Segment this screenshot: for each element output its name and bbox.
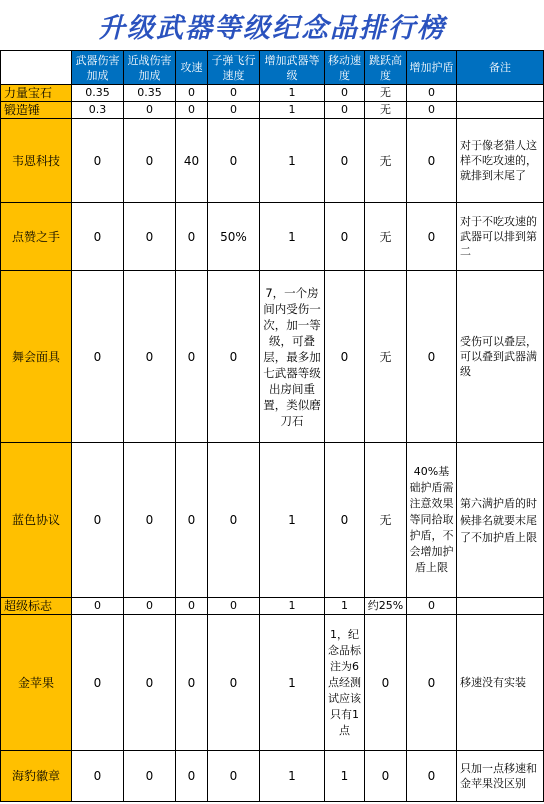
melee-damage-cell: 0 — [124, 598, 176, 615]
row-name: 金苹果 — [1, 615, 72, 751]
move-speed-cell: 0 — [325, 203, 365, 271]
move-speed-cell: 0 — [325, 85, 365, 102]
table-row — [1, 443, 544, 598]
bullet-speed-cell: 0 — [208, 615, 260, 751]
table-row — [1, 615, 544, 751]
move-speed-cell: 0 — [325, 102, 365, 119]
jump-height-cell: 0 — [365, 615, 407, 751]
weapon-damage-cell: 0.3 — [72, 102, 124, 119]
jump-height-cell: 无 — [365, 203, 407, 271]
attack-speed-cell: 0 — [176, 751, 208, 802]
note-cell: 移速没有实装 — [457, 615, 544, 751]
jump-height-cell: 无 — [365, 443, 407, 598]
move-speed-cell: 0 — [325, 443, 365, 598]
note-cell — [457, 102, 544, 119]
jump-height-cell: 无 — [365, 271, 407, 443]
melee-damage-cell: 0 — [124, 102, 176, 119]
attack-speed-cell: 0 — [176, 85, 208, 102]
row-name: 力量宝石 — [1, 85, 72, 102]
shield-cell: 0 — [407, 102, 457, 119]
jump-height-cell: 约25% — [365, 598, 407, 615]
bullet-speed-cell: 0 — [208, 102, 260, 119]
row-name: 超级标志 — [1, 598, 72, 615]
bullet-speed-cell: 0 — [208, 443, 260, 598]
weapon-level-cell: 1 — [260, 203, 325, 271]
weapon-damage-cell: 0 — [72, 443, 124, 598]
col-header-bullet-speed: 子弹飞行速度 — [208, 51, 260, 85]
attack-speed-cell: 0 — [176, 598, 208, 615]
weapon-level-cell: 1 — [260, 85, 325, 102]
col-header-note: 备注 — [457, 51, 544, 85]
jump-height-cell: 0 — [365, 751, 407, 802]
attack-speed-cell: 0 — [176, 615, 208, 751]
note-cell: 只加一点移速和金苹果没区别 — [457, 751, 544, 802]
col-header-shield: 增加护盾 — [407, 51, 457, 85]
weapon-damage-cell: 0 — [72, 615, 124, 751]
col-header-weapon-level: 增加武器等级 — [260, 51, 325, 85]
move-speed-cell: 1 — [325, 598, 365, 615]
col-header-melee-damage: 近战伤害加成 — [124, 51, 176, 85]
note-cell — [457, 85, 544, 102]
row-name: 锻造锤 — [1, 102, 72, 119]
weapon-level-cell: 1 — [260, 598, 325, 615]
row-name: 舞会面具 — [1, 271, 72, 443]
shield-cell: 0 — [407, 598, 457, 615]
shield-cell: 0 — [407, 615, 457, 751]
note-cell — [457, 598, 544, 615]
attack-speed-cell: 0 — [176, 443, 208, 598]
table-row — [1, 102, 544, 119]
jump-height-cell: 无 — [365, 119, 407, 203]
table-row — [1, 119, 544, 203]
note-cell: 对于像老猎人这样不吃攻速的，就排到末尾了 — [457, 119, 544, 203]
weapon-level-cell: 1 — [260, 119, 325, 203]
header-row — [1, 51, 544, 85]
weapon-level-cell: 7，一个房间内受伤一次，加一等级，可叠层，最多加七武器等级出房间重置，类似磨刀石 — [260, 271, 325, 443]
move-speed-cell: 0 — [325, 119, 365, 203]
row-name: 韦恩科技 — [1, 119, 72, 203]
bullet-speed-cell: 0 — [208, 598, 260, 615]
weapon-damage-cell: 0 — [72, 119, 124, 203]
shield-cell: 0 — [407, 271, 457, 443]
melee-damage-cell: 0 — [124, 203, 176, 271]
shield-cell: 40%基础护盾需注意效果等同拾取护盾，不会增加护盾上限 — [407, 443, 457, 598]
col-header-move-speed: 移动速度 — [325, 51, 365, 85]
bullet-speed-cell: 0 — [208, 85, 260, 102]
attack-speed-cell: 0 — [176, 102, 208, 119]
bullet-speed-cell: 0 — [208, 271, 260, 443]
col-header-jump-height: 跳跃高度 — [365, 51, 407, 85]
weapon-level-cell: 1 — [260, 443, 325, 598]
weapon-level-cell: 1 — [260, 102, 325, 119]
row-name: 蓝色协议 — [1, 443, 72, 598]
table-row — [1, 271, 544, 443]
bullet-speed-cell: 0 — [208, 751, 260, 802]
row-name: 点赞之手 — [1, 203, 72, 271]
page-title: 升级武器等级纪念品排行榜 — [98, 12, 446, 44]
bullet-speed-cell: 50% — [208, 203, 260, 271]
corner-cell — [1, 51, 72, 85]
weapon-level-cell: 1 — [260, 751, 325, 802]
shield-cell: 0 — [407, 85, 457, 102]
weapon-level-cell: 1 — [260, 615, 325, 751]
jump-height-cell: 无 — [365, 85, 407, 102]
melee-damage-cell: 0 — [124, 119, 176, 203]
shield-cell: 0 — [407, 203, 457, 271]
shield-cell: 0 — [407, 119, 457, 203]
note-cell: 第六满护盾的时候排名就要末尾了不加护盾上限 — [457, 443, 544, 598]
note-cell: 对于不吃攻速的武器可以排到第二 — [457, 203, 544, 271]
note-cell: 受伤可以叠层，可以叠到武器满级 — [457, 271, 544, 443]
melee-damage-cell: 0 — [124, 271, 176, 443]
melee-damage-cell: 0.35 — [124, 85, 176, 102]
table-row — [1, 85, 544, 102]
attack-speed-cell: 40 — [176, 119, 208, 203]
jump-height-cell: 无 — [365, 102, 407, 119]
row-name: 海豹徽章 — [1, 751, 72, 802]
ranking-table — [0, 50, 544, 802]
move-speed-cell: 1 — [325, 751, 365, 802]
weapon-damage-cell: 0.35 — [72, 85, 124, 102]
bullet-speed-cell: 0 — [208, 119, 260, 203]
weapon-damage-cell: 0 — [72, 751, 124, 802]
weapon-damage-cell: 0 — [72, 598, 124, 615]
attack-speed-cell: 0 — [176, 271, 208, 443]
table-row — [1, 751, 544, 802]
table-row — [1, 203, 544, 271]
move-speed-cell: 1，纪念品标注为6点经测试应该只有1点 — [325, 615, 365, 751]
weapon-damage-cell: 0 — [72, 203, 124, 271]
col-header-weapon-damage: 武器伤害加成 — [72, 51, 124, 85]
table-row — [1, 598, 544, 615]
attack-speed-cell: 0 — [176, 203, 208, 271]
shield-cell: 0 — [407, 751, 457, 802]
weapon-damage-cell: 0 — [72, 271, 124, 443]
melee-damage-cell: 0 — [124, 751, 176, 802]
move-speed-cell: 0 — [325, 271, 365, 443]
melee-damage-cell: 0 — [124, 443, 176, 598]
col-header-attack-speed: 攻速 — [176, 51, 208, 85]
melee-damage-cell: 0 — [124, 615, 176, 751]
